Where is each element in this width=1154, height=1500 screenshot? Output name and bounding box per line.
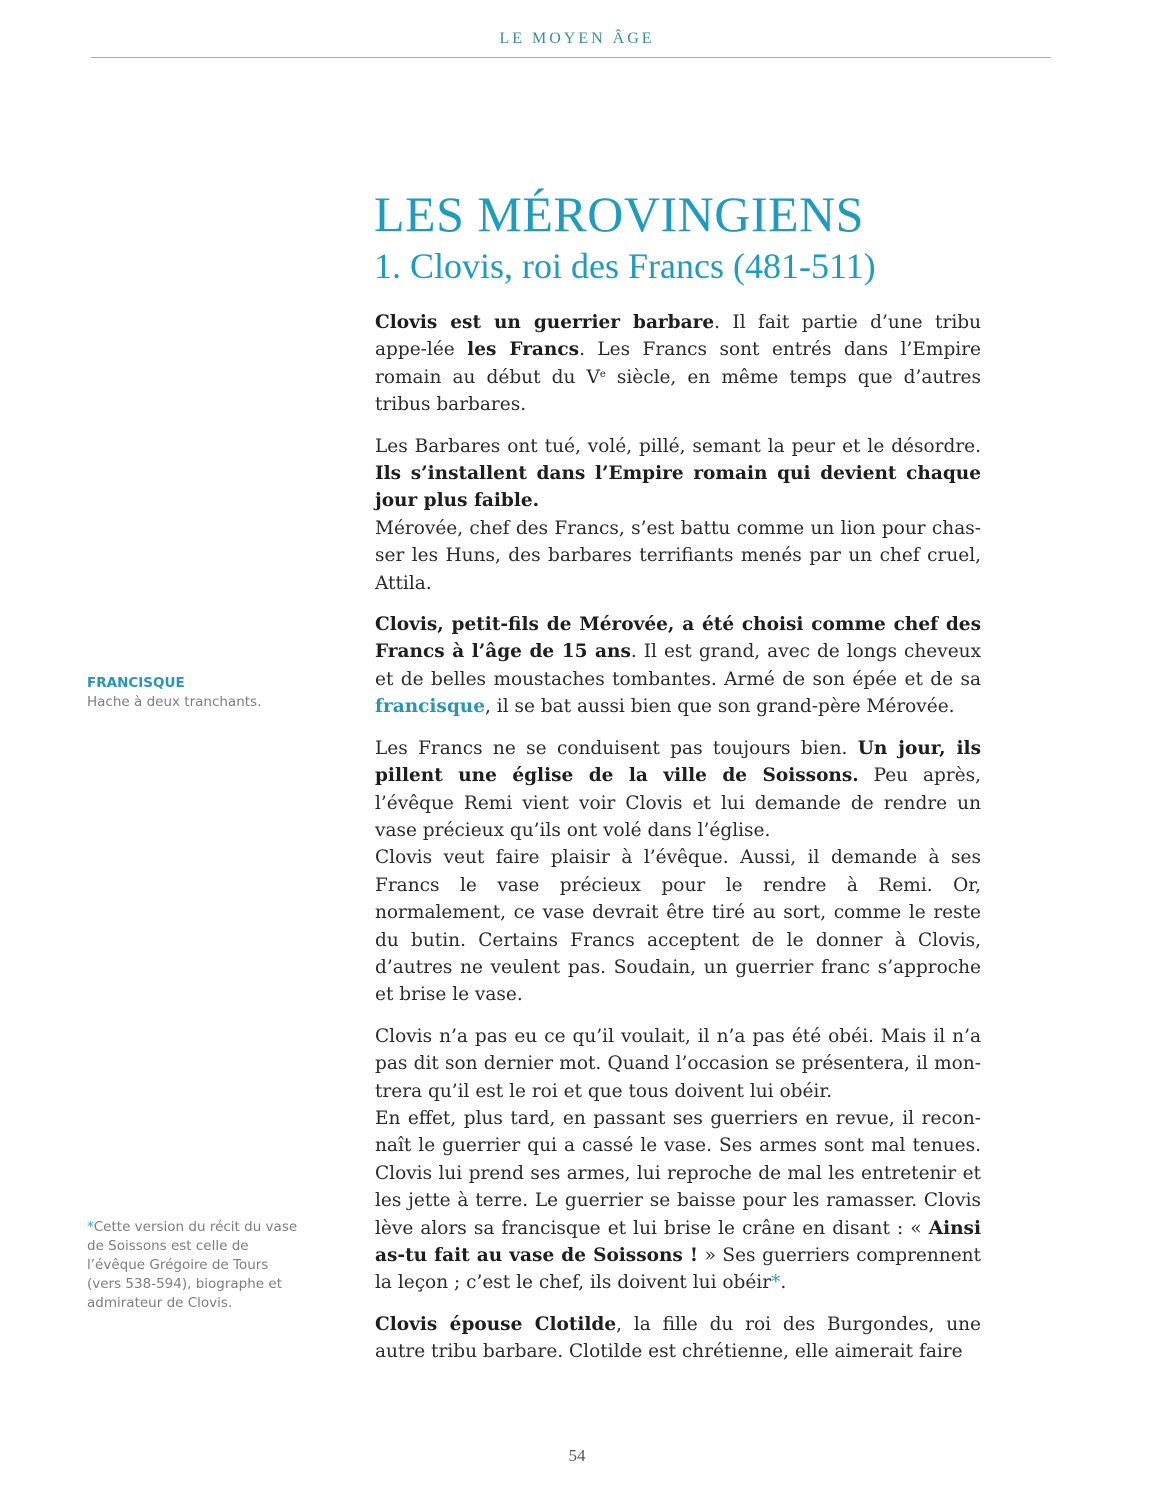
chapter-title: LES MÉROVINGIENS — [374, 186, 864, 242]
text-run: Peu après, l’évêque Remi vient voir Clovis et lui demande de rendre un vase précieux qu’ils ont volé dans l’église. — [375, 765, 981, 841]
paragraph-2 — [375, 433, 981, 515]
text-run: . — [780, 1272, 787, 1294]
bold-phrase: Ainsi as-tu fait au vase de Soissons ! — [375, 1217, 981, 1266]
paragraph-5 — [375, 735, 981, 845]
text-run: Les Barbares ont tué, volé, pillé, semant la peur et le désordre. — [375, 435, 981, 457]
paragraph-4 — [375, 611, 981, 721]
glossary-term: FRANCISQUE — [87, 675, 185, 691]
paragraph-3 — [375, 515, 981, 597]
text-run: En effet, plus tard, en passant ses guerriers en revue, il reconnaît le guerrier qui a cassé le vase. Ses armes sont mal tenues. Clovis lui prend ses armes, lui reproche de mal les entretenir et les jette à terre. Le guerrier se baisse pour les ramasser. Clovis lève alors sa francisque et lui brise le crâne en disant : « — [375, 1107, 981, 1239]
running-head: LE MOYEN ÂGE — [499, 30, 655, 47]
text-run: . Il est grand, avec de longs cheveux et de belles moustaches tombantes. Armé de son épée et de sa — [375, 641, 981, 690]
footnote — [87, 1218, 302, 1313]
text-run: siècle, en même temps que d’autres tribus barbares. — [375, 366, 982, 416]
paragraph-1 — [375, 309, 981, 419]
glossary-definition: Hache à deux tranchants. — [87, 694, 262, 710]
header-rule — [91, 57, 1051, 58]
footnote-star: * — [87, 1219, 94, 1235]
bold-phrase: Ils s’installent dans l’Empire romain qui devient chaque jour plus faible. — [375, 463, 981, 512]
bold-phrase: les Francs — [467, 339, 580, 361]
glossary-note — [87, 674, 307, 712]
text-run: , la fille du roi des Burgondes, une autre tribu barbare. Clotilde est chrétienne, elle aimerait faire — [375, 1313, 981, 1363]
footnote-text: Cette version du récit du vase de Soissons est celle de l’évêque Grégoire de Tours (vers 538-594), biographe et admirateur de Clovis. — [87, 1219, 298, 1311]
bold-phrase: Clovis est un guerrier barbare — [375, 312, 715, 333]
text-run: , il se bat aussi bien que son grand-père Mérovée. — [485, 696, 955, 718]
page-number: 54 — [568, 1446, 586, 1465]
body-text — [375, 309, 981, 1380]
text-run: . Il fait partie d’une tribu appe-lée — [375, 312, 981, 361]
text-run: . Les Francs sont entrés dans l’Empire romain au début du V — [375, 339, 982, 388]
text-run: Mérovée, chef des Francs, s’est battu comme un lion pour chasser les Huns, des barbares terrifiants menés par un chef cruel, Attila. — [375, 517, 981, 594]
text-run: Clovis n’a pas eu ce qu’il voulait, il n’a pas été obéi. Mais il n’a pas dit son dernier mot. Quand l’occasion se présentera, il montrera qu’il est le roi et que tous doivent lui obéir. — [375, 1025, 981, 1102]
text-run: » Ses guerriers comprennent la leçon ; c’est le chef, ils doivent lui obéir — [375, 1245, 981, 1294]
bold-phrase: Un jour, ils pillent une église de la ville de Soissons. — [375, 737, 982, 787]
bold-phrase: Clovis épouse Clotilde — [375, 1313, 617, 1335]
text-run: Les Francs ne se conduisent pas toujours bien. — [375, 737, 858, 759]
text-run: Clovis veut faire plaisir à l’évêque. Aussi, il demande à ses Francs le vase précieux pour le rendre à Remi. Or, normalement, ce vase devrait être tiré au sort, comme le reste du butin. Certains Francs acceptent de le donner à Clovis, d’autres ne veulent pas. Soudain, un guerrier franc s’approche et brise le vase. — [375, 847, 981, 1006]
ordinal-superscript: e — [599, 368, 606, 380]
paragraph-9 — [375, 1311, 981, 1366]
bold-phrase: Clovis, petit-fils de Mérovée, a été choisi comme chef des Francs à l’âge de 15 ans — [375, 614, 981, 663]
section-subtitle: 1. Clovis, roi des Francs (481-511) — [374, 246, 876, 286]
paragraph-8 — [375, 1105, 981, 1297]
paragraph-7 — [375, 1023, 981, 1105]
footnote-marker[interactable]: * — [771, 1272, 781, 1294]
paragraph-6 — [375, 844, 981, 1008]
glossary-link-francisque[interactable]: francisque — [375, 696, 486, 718]
